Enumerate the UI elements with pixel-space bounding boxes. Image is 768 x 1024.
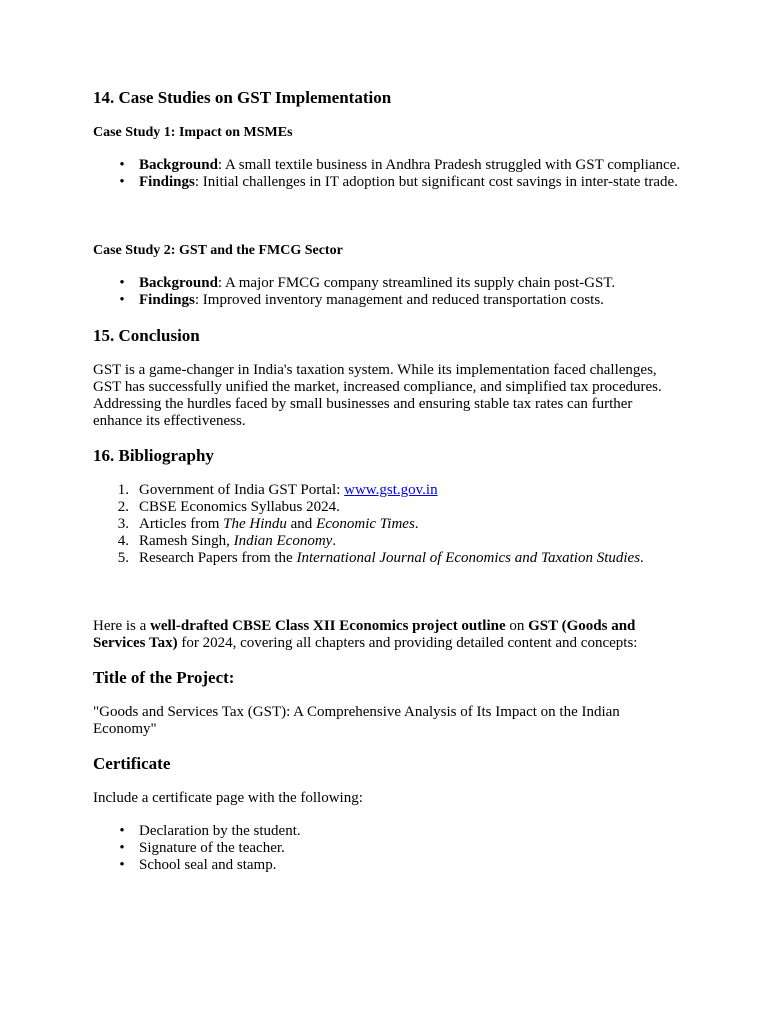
- intro-paragraph: [93, 618, 668, 652]
- item-text: Research Papers from the: [139, 550, 297, 566]
- list-item: [93, 174, 683, 191]
- item-number: 2.: [117, 499, 129, 515]
- item-text: CBSE Economics Syllabus 2024.: [139, 499, 340, 515]
- findings-label: Findings: [139, 292, 195, 308]
- bibliography-item: [93, 499, 693, 516]
- bullet-icon: •: [119, 174, 125, 190]
- item-number: 3.: [117, 516, 129, 532]
- item-text: .: [640, 550, 644, 566]
- item-text: Ramesh Singh,: [139, 533, 234, 549]
- list-item: [93, 292, 683, 309]
- bullet-icon: •: [119, 275, 125, 291]
- item-italic: Indian Economy: [233, 533, 333, 549]
- bibliography-heading: 16. Bibliography: [93, 446, 214, 465]
- list-item-text: Declaration by the student.: [139, 823, 301, 839]
- conclusion-heading: 15. Conclusion: [93, 326, 200, 345]
- bullet-icon: •: [119, 823, 125, 839]
- bibliography-list: [93, 482, 693, 567]
- item-italic: The Hindu: [223, 516, 287, 532]
- background-text: : A small textile business in Andhra Pradesh struggled with GST compliance.: [217, 157, 681, 173]
- certificate-list: [93, 823, 683, 874]
- list-item: [93, 275, 683, 292]
- item-number: 4.: [117, 533, 129, 549]
- bullet-icon: •: [119, 157, 125, 173]
- case-study-2-list: [93, 275, 683, 309]
- list-item-text: School seal and stamp.: [139, 857, 277, 873]
- background-label: Background: [139, 157, 218, 173]
- gst-portal-link[interactable]: www.gst.gov.in: [344, 482, 438, 498]
- certificate-intro: Include a certificate page with the following:: [93, 790, 363, 806]
- item-text: Articles from: [139, 516, 224, 532]
- findings-text: : Improved inventory management and reduced transportation costs.: [194, 292, 604, 308]
- project-title-text: "Goods and Services Tax (GST): A Comprehensive Analysis of Its Impact on the Indian Economy": [93, 704, 620, 737]
- list-item: [93, 823, 683, 840]
- background-label: Background: [139, 275, 218, 291]
- bibliography-item: [93, 550, 693, 567]
- case-studies-heading: 14. Case Studies on GST Implementation: [93, 88, 392, 107]
- list-item: [93, 840, 683, 857]
- certificate-heading: Certificate: [93, 754, 171, 773]
- project-title-heading: Title of the Project:: [93, 668, 235, 687]
- intro-text: Here is a: [93, 618, 151, 634]
- intro-text: for 2024, covering all chapters and providing detailed content and concepts:: [177, 635, 638, 651]
- item-number: 1.: [117, 482, 129, 498]
- bullet-icon: •: [119, 857, 125, 873]
- item-text: Government of India GST Portal:: [139, 482, 345, 498]
- item-number: 5.: [117, 550, 129, 566]
- list-item: [93, 857, 683, 874]
- bibliography-item: [93, 482, 693, 499]
- bullet-icon: •: [119, 292, 125, 308]
- bibliography-item: [93, 516, 693, 533]
- case-study-1-title: Case Study 1: Impact on MSMEs: [93, 125, 293, 140]
- findings-label: Findings: [139, 174, 195, 190]
- intro-text: on: [505, 618, 529, 634]
- list-item-text: Signature of the teacher.: [139, 840, 285, 856]
- item-text: .: [414, 516, 419, 532]
- findings-text: : Initial challenges in IT adoption but significant cost savings in inter-state trade.: [194, 174, 678, 190]
- item-italic: International Journal of Economics and Taxation Studies: [296, 550, 641, 566]
- intro-bold: GST (Goods and Services Tax): [93, 618, 636, 651]
- intro-bold: well-drafted CBSE Class XII Economics project outline: [150, 618, 506, 634]
- item-text: .: [332, 533, 337, 549]
- case-study-1-list: [93, 157, 683, 191]
- bibliography-item: [93, 533, 693, 550]
- list-item: [93, 157, 683, 174]
- item-italic: Economic Times: [316, 516, 415, 532]
- case-study-2-title: Case Study 2: GST and the FMCG Sector: [93, 243, 343, 258]
- background-text: : A major FMCG company streamlined its supply chain post-GST.: [217, 275, 616, 291]
- conclusion-text: GST is a game-changer in India's taxation system. While its implementation faced challenges, GST has successfully unified the market, increased compliance, and simplified tax procedures. Addressing the hurdles faced by small businesses and ensuring stable tax rates can further enhance its effectiveness.: [93, 362, 662, 429]
- bullet-icon: •: [119, 840, 125, 856]
- item-text: and: [286, 516, 317, 532]
